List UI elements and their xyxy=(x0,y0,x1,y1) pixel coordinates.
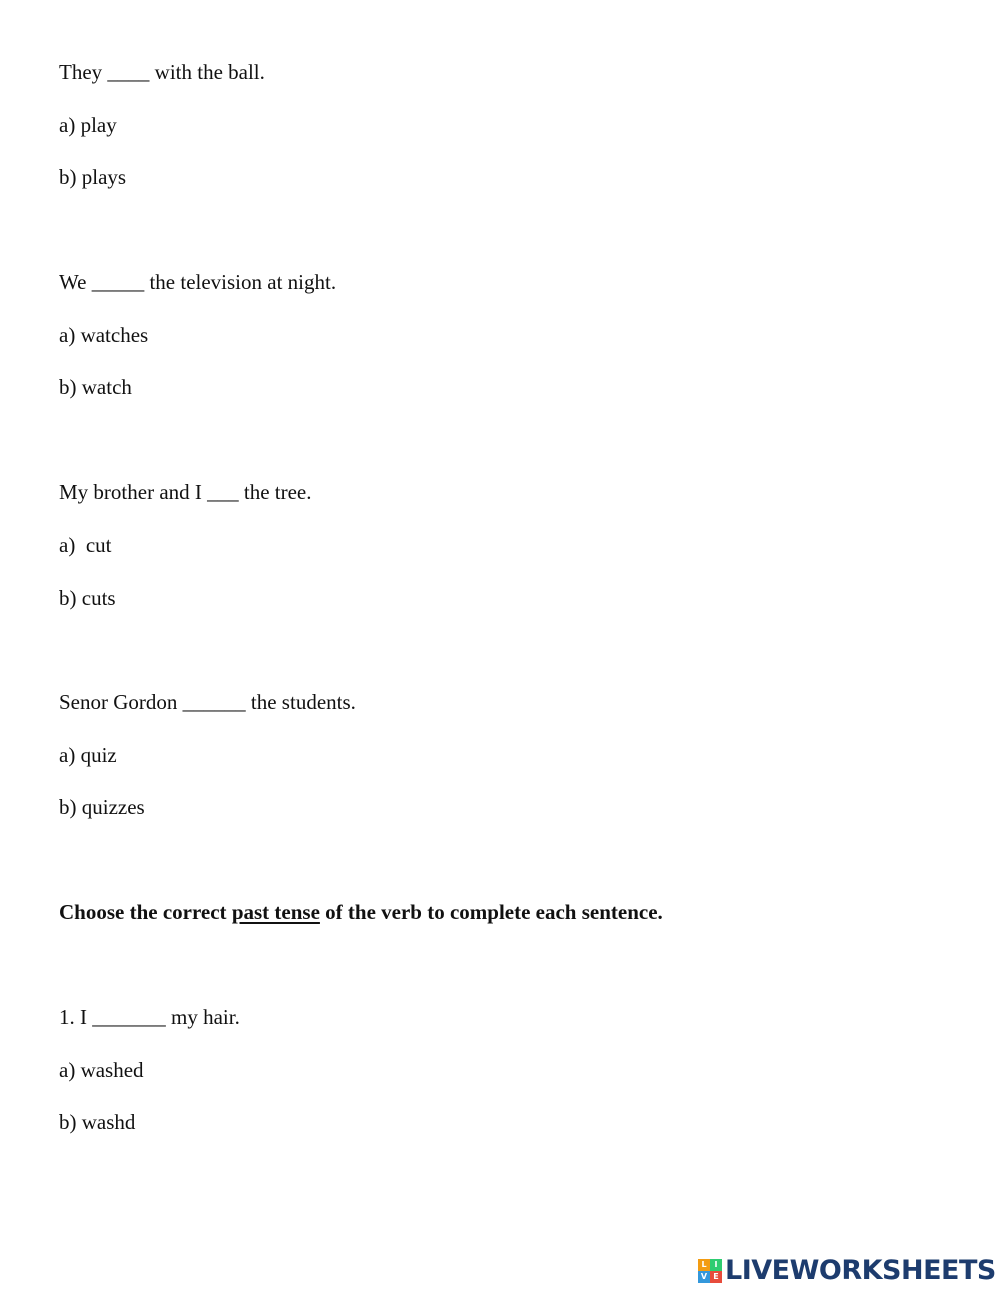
question-1-option-b[interactable]: b) plays xyxy=(59,165,127,189)
question-2-stem: We _____ the television at night. xyxy=(59,270,337,294)
logo-mark-e: E xyxy=(710,1271,722,1283)
instruction-underlined: past tense xyxy=(231,900,320,924)
question-3-stem: My brother and I ___ the tree. xyxy=(59,480,312,504)
liveworksheets-logo xyxy=(698,1256,996,1286)
question-1-stem: They ____ with the ball. xyxy=(59,60,265,84)
question-2-option-a[interactable]: a) watches xyxy=(59,323,149,347)
past-question-1-option-b[interactable]: b) washd xyxy=(59,1110,136,1134)
logo-mark-icon xyxy=(698,1259,722,1283)
logo-mark-i: I xyxy=(710,1259,722,1271)
question-3-option-b[interactable]: b) cuts xyxy=(59,586,116,610)
question-2-option-b[interactable]: b) watch xyxy=(59,375,132,399)
past-question-1-option-a[interactable]: a) washed xyxy=(59,1058,144,1082)
logo-mark-l: L xyxy=(698,1259,710,1271)
past-tense-instruction xyxy=(59,899,663,925)
instruction-after: of the verb to complete each sentence. xyxy=(319,900,663,924)
question-3-option-a[interactable]: a) cut xyxy=(59,533,112,557)
past-question-1-stem: 1. I _______ my hair. xyxy=(59,1005,240,1029)
logo-text: LIVEWORKSHEETS xyxy=(725,1255,996,1286)
question-4-stem: Senor Gordon ______ the students. xyxy=(59,690,356,714)
instruction-before: Choose the correct xyxy=(59,900,232,924)
question-4-option-a[interactable]: a) quiz xyxy=(59,743,117,767)
question-1-option-a[interactable]: a) play xyxy=(59,113,117,137)
question-4-option-b[interactable]: b) quizzes xyxy=(59,795,145,819)
logo-mark-v: V xyxy=(698,1271,710,1283)
